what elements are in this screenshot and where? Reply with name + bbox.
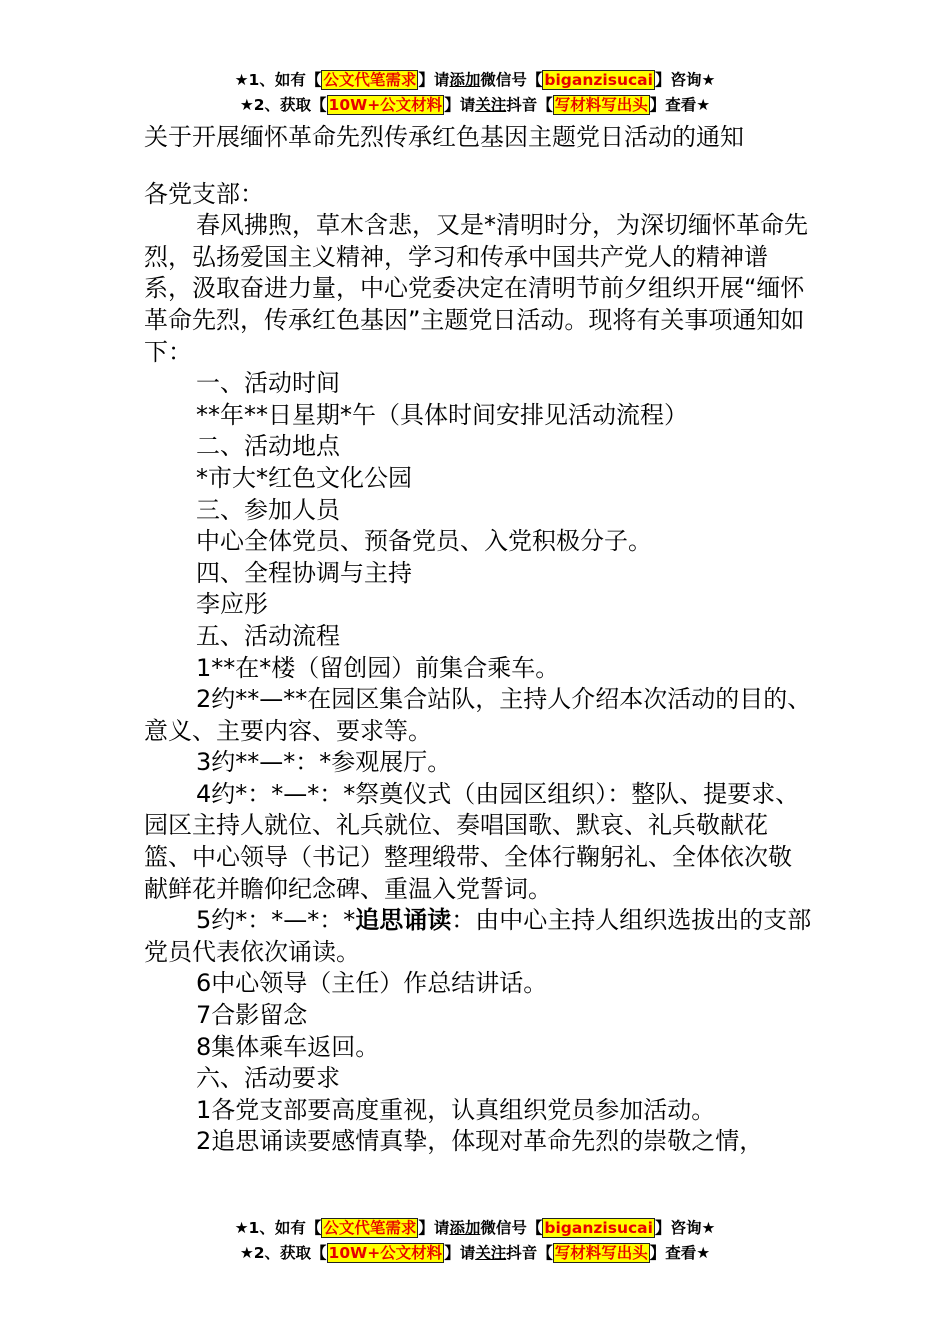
promo-line-1: ★1、如有【 公文代笔需求 】请添加微信号【 biganzisucai 】咨询★ — [234, 71, 716, 89]
process-step-4: 4约*：*—*：*祭奠仪式（由园区组织）：整队、提要求、园区主持人就位、礼兵就位、奏唱国歌、默哀、礼兵敬献花篮、中心领导（书记）整理缎带、全体行鞠躬礼、全体依次敬献鲜花并瞻仰纪念碑、重温入党誓词。 — [144, 779, 800, 903]
highlight-wechat-id: biganzisucai — [544, 71, 653, 89]
section-heading-host: 四、全程协调与主持 — [196, 558, 412, 587]
promo-line-1: ★1、如有【 公文代笔需求 】请添加微信号【 biganzisucai 】咨询★ — [234, 1219, 716, 1237]
process-step-6: 6中心领导（主任）作总结讲话。 — [196, 969, 548, 998]
promo-line-2: ★2、获取【 10W+公文材料 】请关注抖音【 写材料写出头 】查看★ — [239, 96, 711, 114]
promo-banner-top — [0, 68, 950, 118]
document-body — [144, 122, 814, 1158]
star-icon: ★ — [239, 1244, 254, 1262]
highlight-douyin: 写材料写出头 — [554, 1244, 648, 1262]
process-step-5: 5约*：*—*：*追思诵读：由中心主持人组织选拔出的支部党员代表依次诵读。 — [144, 906, 812, 966]
promo-line-2: ★2、获取【 10W+公文材料 】请关注抖音【 写材料写出头 】查看★ — [239, 1244, 711, 1262]
star-icon: ★ — [239, 96, 254, 114]
process-step-1: 1**在*楼（留创园）前集合乘车。 — [196, 653, 560, 682]
section-body-host: 李应彤 — [196, 590, 268, 619]
section-body-participants: 中心全体党员、预备党员、入党积极分子。 — [196, 527, 652, 556]
requirement-1: 1各党支部要高度重视，认真组织党员参加活动。 — [196, 1095, 716, 1124]
highlight-wechat-id: biganzisucai — [544, 1219, 653, 1237]
star-icon: ★ — [234, 71, 249, 89]
section-body-time: **年**日星期*午（具体时间安排见活动流程） — [196, 400, 688, 429]
section-body-location: *市大*红色文化公园 — [196, 463, 412, 492]
process-step-3: 3约**—*：*参观展厅。 — [196, 748, 452, 777]
highlight-douyin: 写材料写出头 — [554, 96, 648, 114]
section-heading-process: 五、活动流程 — [196, 621, 340, 650]
section-heading-time: 一、活动时间 — [196, 369, 340, 398]
intro-paragraph: 春风拂煦，草木含悲，又是*清明时分，为深切缅怀革命先烈，弘扬爱国主义精神，学习和传承中国共产党人的精神谱系，汲取奋进力量，中心党委决定在清明节前夕组织开展“缅怀革命先烈，传承红色基因”主题党日活动。现将有关事项通知如下： — [144, 211, 808, 366]
requirement-2: 2追思诵读要感情真挚，体现对革命先烈的崇敬之情， — [196, 1127, 764, 1156]
process-step-2: 2约**—**在园区集合站队，主持人介绍本次活动的目的、意义、主要内容、要求等。 — [144, 685, 812, 745]
salutation: 各党支部： — [144, 179, 264, 208]
section-heading-requirements: 六、活动要求 — [196, 1064, 340, 1093]
process-step-7: 7合影留念 — [196, 1001, 308, 1030]
highlight-service: 公文代笔需求 — [323, 71, 417, 89]
highlight-service: 公文代笔需求 — [323, 1219, 417, 1237]
section-heading-location: 二、活动地点 — [196, 432, 340, 461]
highlight-materials: 10W+公文材料 — [328, 96, 443, 114]
bold-term: 追思诵读 — [355, 906, 452, 935]
process-step-8: 8集体乘车返回。 — [196, 1032, 380, 1061]
promo-banner-bottom — [0, 1216, 950, 1266]
highlight-materials: 10W+公文材料 — [328, 1244, 443, 1262]
star-icon: ★ — [234, 1219, 249, 1237]
document-title: 关于开展缅怀革命先烈传承红色基因主题党日活动的通知 — [144, 123, 744, 151]
section-heading-participants: 三、参加人员 — [196, 495, 340, 524]
